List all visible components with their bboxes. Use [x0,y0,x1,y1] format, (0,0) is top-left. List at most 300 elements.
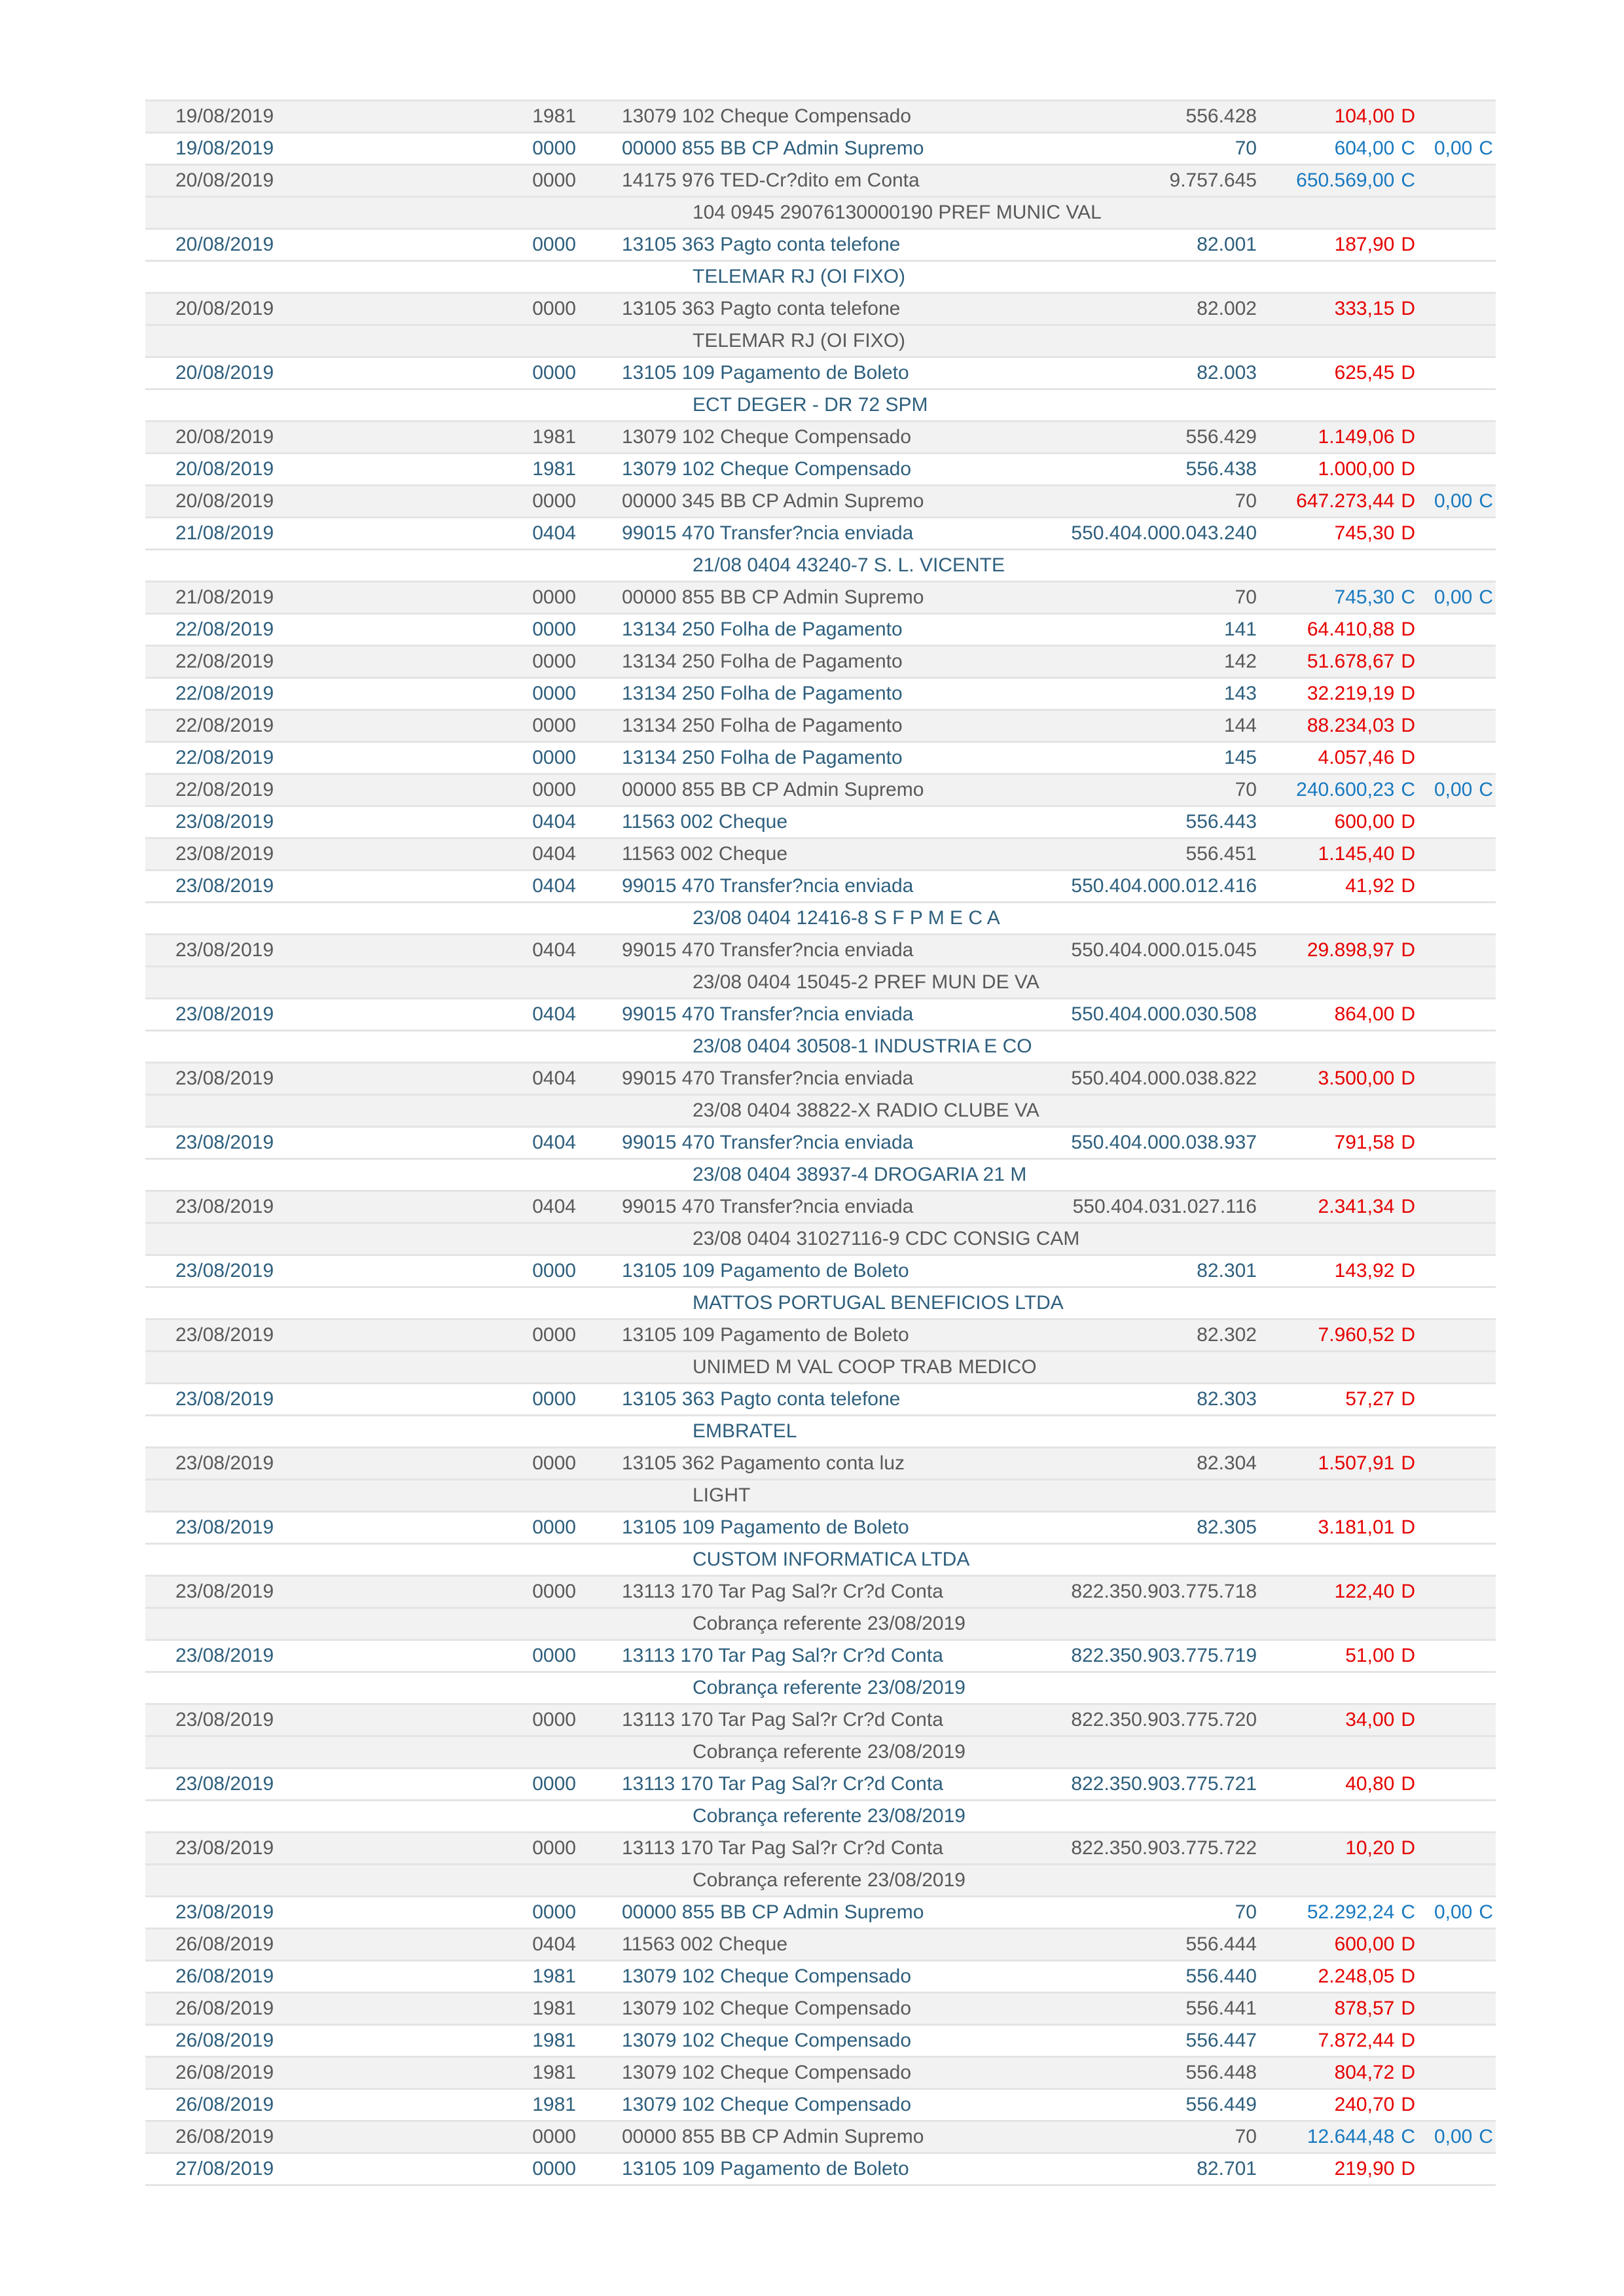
document-cell: 556.448 [1185,2062,1257,2083]
branch-cell: 0000 [532,1324,576,1346]
branch-cell: 0000 [532,1388,576,1410]
document-cell: 822.350.903.775.720 [1071,1709,1257,1731]
amount-dc-indicator: C [1401,586,1415,608]
date-cell: 26/08/2019 [175,2126,274,2147]
amount-cell [1257,871,1415,901]
balance-cell [1415,775,1496,805]
balance-dc-indicator: C [1479,2126,1493,2147]
amount-cell [1257,775,1415,805]
document-cell: 144 [1223,715,1257,736]
branch-cell: 0404 [532,522,576,544]
transaction-row [145,2154,1496,2186]
amount-dc-indicator: C [1401,1901,1415,1923]
date-cell: 23/08/2019 [175,939,274,961]
transaction-row [145,166,1496,198]
amount-value: 7.872,44 [1318,2030,1395,2051]
transaction-row [145,615,1496,647]
branch-cell: 0000 [532,298,576,319]
transaction-row [145,1833,1496,1865]
detail-row [145,1352,1496,1384]
document-cell: 82.303 [1197,1388,1257,1410]
amount-value: 745,30 [1334,522,1395,544]
detail-text: 23/08 0404 15045-2 PREF MUN DE VA [693,971,1039,993]
branch-cell: 0000 [532,747,576,768]
amount-value: 7.960,52 [1318,1324,1395,1346]
amount-value: 12.644,48 [1307,2126,1395,2147]
branch-cell: 0404 [532,843,576,865]
date-cell: 27/08/2019 [175,2158,274,2179]
detail-row [145,1160,1496,1192]
amount-value: 57,27 [1345,1388,1395,1410]
amount-dc-indicator: D [1401,426,1415,448]
document-cell: 556.438 [1185,458,1257,480]
description-cell: 13105 109 Pagamento de Boleto [622,362,909,384]
amount-dc-indicator: C [1401,170,1415,191]
transaction-row [145,775,1496,807]
date-cell: 22/08/2019 [175,619,274,640]
description-cell: 00000 855 BB CP Admin Supremo [622,586,924,608]
amount-value: 240,70 [1334,2094,1395,2115]
date-cell: 20/08/2019 [175,298,274,319]
amount-value: 32.219,19 [1307,683,1395,704]
detail-text: 21/08 0404 43240-7 S. L. VICENTE [693,554,1005,576]
date-cell: 26/08/2019 [175,2062,274,2083]
branch-cell: 0000 [532,490,576,512]
branch-cell: 0404 [532,875,576,897]
balance-dc-indicator: C [1479,779,1493,800]
amount-cell [1257,230,1415,260]
document-cell: 550.404.000.030.508 [1071,1003,1257,1025]
date-cell: 23/08/2019 [175,1260,274,1282]
date-cell: 20/08/2019 [175,490,274,512]
branch-cell: 0404 [532,1132,576,1153]
balance-cell [1415,1897,1496,1928]
amount-cell [1257,2090,1415,2120]
detail-row [145,1031,1496,1064]
date-cell: 20/08/2019 [175,458,274,480]
description-cell: 13079 102 Cheque Compensado [622,2094,912,2115]
transaction-row [145,999,1496,1031]
detail-row [145,1416,1496,1448]
amount-dc-indicator: D [1401,298,1415,319]
transaction-row [145,1320,1496,1352]
detail-text: EMBRATEL [693,1420,797,1442]
transaction-row [145,1641,1496,1673]
amount-value: 791,58 [1334,1132,1395,1153]
amount-cell [1257,711,1415,741]
transaction-row [145,935,1496,967]
statement-table [145,99,1496,2186]
document-cell: 550.404.000.015.045 [1071,939,1257,961]
transaction-row [145,647,1496,679]
date-cell: 26/08/2019 [175,1998,274,2019]
date-cell: 22/08/2019 [175,715,274,736]
balance-value: 0,00 [1434,1901,1473,1923]
description-cell: 11563 002 Cheque [622,843,788,865]
date-cell: 23/08/2019 [175,1709,274,1731]
amount-dc-indicator: D [1401,1388,1415,1410]
amount-cell [1257,2122,1415,2152]
transaction-row [145,1962,1496,1994]
transaction-row [145,134,1496,166]
branch-cell: 0000 [532,1901,576,1923]
date-cell: 23/08/2019 [175,1837,274,1859]
amount-dc-indicator: D [1401,1260,1415,1282]
detail-row [145,1545,1496,1577]
document-cell: 556.449 [1185,2094,1257,2115]
amount-cell [1257,454,1415,484]
amount-cell [1257,1384,1415,1414]
amount-cell [1257,1192,1415,1222]
detail-text: Cobrança referente 23/08/2019 [693,1677,965,1698]
document-cell: 143 [1223,683,1257,704]
document-cell: 822.350.903.775.721 [1071,1773,1257,1795]
branch-cell: 0404 [532,939,576,961]
branch-cell: 0000 [532,651,576,672]
date-cell: 23/08/2019 [175,1324,274,1346]
amount-cell [1257,1897,1415,1928]
branch-cell: 0404 [532,1196,576,1217]
detail-text: 23/08 0404 12416-8 S F P M E C A [693,907,1000,929]
description-cell: 13113 170 Tar Pag Sal?r Cr?d Conta [622,1709,943,1731]
balance-cell [1415,486,1496,516]
amount-cell [1257,807,1415,837]
amount-value: 40,80 [1345,1773,1395,1795]
branch-cell: 0000 [532,619,576,640]
amount-cell [1257,999,1415,1030]
detail-row [145,1288,1496,1320]
detail-text: Cobrança referente 23/08/2019 [693,1613,965,1634]
document-cell: 556.429 [1185,426,1257,448]
transaction-row [145,1192,1496,1224]
date-cell: 23/08/2019 [175,1773,274,1795]
document-cell: 550.404.000.038.822 [1071,1067,1257,1089]
amount-cell [1257,2154,1415,2184]
document-cell: 822.350.903.775.719 [1071,1645,1257,1666]
date-cell: 22/08/2019 [175,683,274,704]
amount-value: 864,00 [1334,1003,1395,1025]
amount-dc-indicator: D [1401,1324,1415,1346]
balance-cell [1415,2122,1496,2152]
transaction-row [145,583,1496,615]
document-cell: 70 [1235,779,1257,800]
description-cell: 13105 363 Pagto conta telefone [622,234,901,255]
date-cell: 21/08/2019 [175,522,274,544]
date-cell: 23/08/2019 [175,1645,274,1666]
detail-row [145,1801,1496,1833]
amount-cell [1257,615,1415,645]
amount-dc-indicator: D [1401,105,1415,127]
document-cell: 141 [1223,619,1257,640]
date-cell: 22/08/2019 [175,747,274,768]
document-cell: 70 [1235,586,1257,608]
branch-cell: 0000 [532,2158,576,2179]
amount-dc-indicator: D [1401,2030,1415,2051]
branch-cell: 1981 [532,458,576,480]
amount-value: 3.181,01 [1318,1516,1395,1538]
detail-row [145,1673,1496,1705]
detail-text: TELEMAR RJ (OI FIXO) [693,266,906,287]
transaction-row [145,1064,1496,1096]
description-cell: 13134 250 Folha de Pagamento [622,715,903,736]
amount-dc-indicator: D [1401,1067,1415,1089]
branch-cell: 1981 [532,105,576,127]
document-cell: 822.350.903.775.718 [1071,1581,1257,1602]
transaction-row [145,2090,1496,2122]
description-cell: 13105 109 Pagamento de Boleto [622,1516,909,1538]
amount-cell [1257,583,1415,613]
branch-cell: 0404 [532,1067,576,1089]
document-cell: 145 [1223,747,1257,768]
transaction-row [145,807,1496,839]
detail-text: 23/08 0404 38822-X RADIO CLUBE VA [693,1100,1039,1121]
description-cell: 00000 855 BB CP Admin Supremo [622,1901,924,1923]
document-cell: 82.302 [1197,1324,1257,1346]
date-cell: 23/08/2019 [175,1452,274,1474]
description-cell: 00000 855 BB CP Admin Supremo [622,779,924,800]
amount-value: 51.678,67 [1307,651,1395,672]
document-cell: 70 [1235,490,1257,512]
branch-cell: 0000 [532,1709,576,1731]
description-cell: 99015 470 Transfer?ncia enviada [622,1132,914,1153]
amount-value: 34,00 [1345,1709,1395,1731]
amount-dc-indicator: D [1401,1965,1415,1987]
branch-cell: 0404 [532,1933,576,1955]
branch-cell: 0000 [532,1516,576,1538]
amount-dc-indicator: D [1401,362,1415,384]
transaction-row [145,1513,1496,1545]
amount-dc-indicator: D [1401,2158,1415,2179]
amount-dc-indicator: D [1401,2094,1415,2115]
branch-cell: 1981 [532,1965,576,1987]
amount-cell [1257,2026,1415,2056]
amount-value: 2.248,05 [1318,1965,1395,1987]
balance-value: 0,00 [1434,490,1473,512]
amount-cell [1257,1929,1415,1960]
amount-value: 625,45 [1334,362,1395,384]
amount-dc-indicator: D [1401,522,1415,544]
date-cell: 26/08/2019 [175,2030,274,2051]
detail-text: CUSTOM INFORMATICA LTDA [693,1549,970,1570]
date-cell: 23/08/2019 [175,1901,274,1923]
amount-cell [1257,1064,1415,1094]
transaction-row [145,1256,1496,1288]
transaction-row [145,839,1496,871]
detail-row [145,967,1496,999]
amount-cell [1257,1256,1415,1286]
description-cell: 13079 102 Cheque Compensado [622,105,912,127]
amount-dc-indicator: D [1401,843,1415,865]
document-cell: 550.404.000.012.416 [1071,875,1257,897]
description-cell: 13113 170 Tar Pag Sal?r Cr?d Conta [622,1645,943,1666]
amount-cell [1257,518,1415,548]
amount-value: 650.569,00 [1296,170,1395,191]
branch-cell: 0000 [532,715,576,736]
document-cell: 556.440 [1185,1965,1257,1987]
detail-row [145,550,1496,583]
description-cell: 13134 250 Folha de Pagamento [622,619,903,640]
amount-cell [1257,1320,1415,1350]
description-cell: 99015 470 Transfer?ncia enviada [622,875,914,897]
document-cell: 70 [1235,2126,1257,2147]
detail-row [145,262,1496,294]
balance-value: 0,00 [1434,137,1473,159]
detail-row [145,1737,1496,1769]
transaction-row [145,871,1496,903]
balance-value: 0,00 [1434,586,1473,608]
amount-dc-indicator: D [1401,1581,1415,1602]
amount-cell [1257,1128,1415,1158]
amount-cell [1257,1577,1415,1607]
detail-text: Cobrança referente 23/08/2019 [693,1869,965,1891]
branch-cell: 0000 [532,1260,576,1282]
amount-cell [1257,1705,1415,1735]
detail-text: Cobrança referente 23/08/2019 [693,1741,965,1763]
transaction-row [145,1128,1496,1160]
balance-dc-indicator: C [1479,586,1493,608]
amount-value: 2.341,34 [1318,1196,1395,1217]
amount-cell [1257,679,1415,709]
date-cell: 23/08/2019 [175,1196,274,1217]
amount-cell [1257,1448,1415,1479]
amount-dc-indicator: D [1401,1132,1415,1153]
date-cell: 23/08/2019 [175,1132,274,1153]
amount-value: 122,40 [1334,1581,1395,1602]
amount-value: 4.057,46 [1318,747,1395,768]
amount-cell [1257,743,1415,773]
document-cell: 9.757.645 [1169,170,1257,191]
amount-dc-indicator: D [1401,651,1415,672]
detail-text: 23/08 0404 31027116-9 CDC CONSIG CAM [693,1228,1080,1249]
amount-value: 604,00 [1334,137,1395,159]
amount-cell [1257,134,1415,164]
branch-cell: 0404 [532,811,576,833]
description-cell: 00000 855 BB CP Admin Supremo [622,137,924,159]
transaction-row [145,1448,1496,1480]
amount-dc-indicator: D [1401,939,1415,961]
date-cell: 23/08/2019 [175,875,274,897]
transaction-row [145,2122,1496,2154]
balance-dc-indicator: C [1479,490,1493,512]
detail-row [145,1609,1496,1641]
amount-cell [1257,1962,1415,1992]
branch-cell: 0000 [532,779,576,800]
amount-dc-indicator: C [1401,779,1415,800]
amount-cell [1257,935,1415,965]
amount-value: 333,15 [1334,298,1395,319]
amount-cell [1257,839,1415,869]
balance-value: 0,00 [1434,779,1473,800]
branch-cell: 0000 [532,1837,576,1859]
amount-dc-indicator: D [1401,1933,1415,1955]
amount-dc-indicator: D [1401,234,1415,255]
amount-dc-indicator: D [1401,1452,1415,1474]
branch-cell: 0000 [532,1645,576,1666]
detail-row [145,198,1496,230]
amount-cell [1257,1994,1415,2024]
description-cell: 13113 170 Tar Pag Sal?r Cr?d Conta [622,1581,943,1602]
document-cell: 82.001 [1197,234,1257,255]
description-cell: 13105 109 Pagamento de Boleto [622,1260,909,1282]
date-cell: 22/08/2019 [175,779,274,800]
balance-cell [1415,583,1496,613]
document-cell: 70 [1235,137,1257,159]
detail-text: MATTOS PORTUGAL BENEFICIOS LTDA [693,1292,1064,1314]
amount-cell [1257,294,1415,324]
amount-cell [1257,486,1415,516]
branch-cell: 0000 [532,137,576,159]
amount-cell [1257,1833,1415,1863]
amount-value: 600,00 [1334,1933,1395,1955]
transaction-row [145,1994,1496,2026]
balance-value: 0,00 [1434,2126,1473,2147]
branch-cell: 1981 [532,2062,576,2083]
detail-text: 23/08 0404 38937-4 DROGARIA 21 M [693,1164,1027,1185]
transaction-row [145,454,1496,486]
branch-cell: 0404 [532,1003,576,1025]
amount-dc-indicator: D [1401,619,1415,640]
transaction-row [145,1929,1496,1962]
amount-cell [1257,2058,1415,2088]
amount-value: 219,90 [1334,2158,1395,2179]
amount-value: 240.600,23 [1296,779,1395,800]
amount-cell [1257,1769,1415,1799]
document-cell: 556.447 [1185,2030,1257,2051]
description-cell: 11563 002 Cheque [622,811,788,833]
transaction-row [145,230,1496,262]
amount-value: 647.273,44 [1296,490,1395,512]
amount-value: 3.500,00 [1318,1067,1395,1089]
date-cell: 20/08/2019 [175,234,274,255]
document-cell: 550.404.000.043.240 [1071,522,1257,544]
branch-cell: 0000 [532,362,576,384]
transaction-row [145,294,1496,326]
amount-dc-indicator: D [1401,1773,1415,1795]
detail-text: 104 0945 29076130000190 PREF MUNIC VAL [693,202,1102,223]
description-cell: 13113 170 Tar Pag Sal?r Cr?d Conta [622,1837,943,1859]
date-cell: 23/08/2019 [175,1067,274,1089]
description-cell: 13105 109 Pagamento de Boleto [622,1324,909,1346]
transaction-row [145,358,1496,390]
transaction-row [145,101,1496,134]
date-cell: 20/08/2019 [175,362,274,384]
amount-dc-indicator: D [1401,2062,1415,2083]
branch-cell: 0000 [532,1773,576,1795]
document-cell: 556.441 [1185,1998,1257,2019]
description-cell: 99015 470 Transfer?ncia enviada [622,1003,914,1025]
document-cell: 82.305 [1197,1516,1257,1538]
amount-value: 878,57 [1334,1998,1395,2019]
branch-cell: 0000 [532,170,576,191]
branch-cell: 1981 [532,1998,576,2019]
date-cell: 26/08/2019 [175,2094,274,2115]
description-cell: 99015 470 Transfer?ncia enviada [622,939,914,961]
date-cell: 26/08/2019 [175,1933,274,1955]
date-cell: 23/08/2019 [175,843,274,865]
branch-cell: 1981 [532,2094,576,2115]
transaction-row [145,1897,1496,1929]
document-cell: 556.443 [1185,811,1257,833]
date-cell: 23/08/2019 [175,1388,274,1410]
transaction-row [145,486,1496,518]
description-cell: 13105 363 Pagto conta telefone [622,1388,901,1410]
balance-cell [1415,134,1496,164]
document-cell: 556.444 [1185,1933,1257,1955]
document-cell: 82.301 [1197,1260,1257,1282]
document-cell: 142 [1223,651,1257,672]
branch-cell: 0000 [532,586,576,608]
amount-cell [1257,101,1415,132]
